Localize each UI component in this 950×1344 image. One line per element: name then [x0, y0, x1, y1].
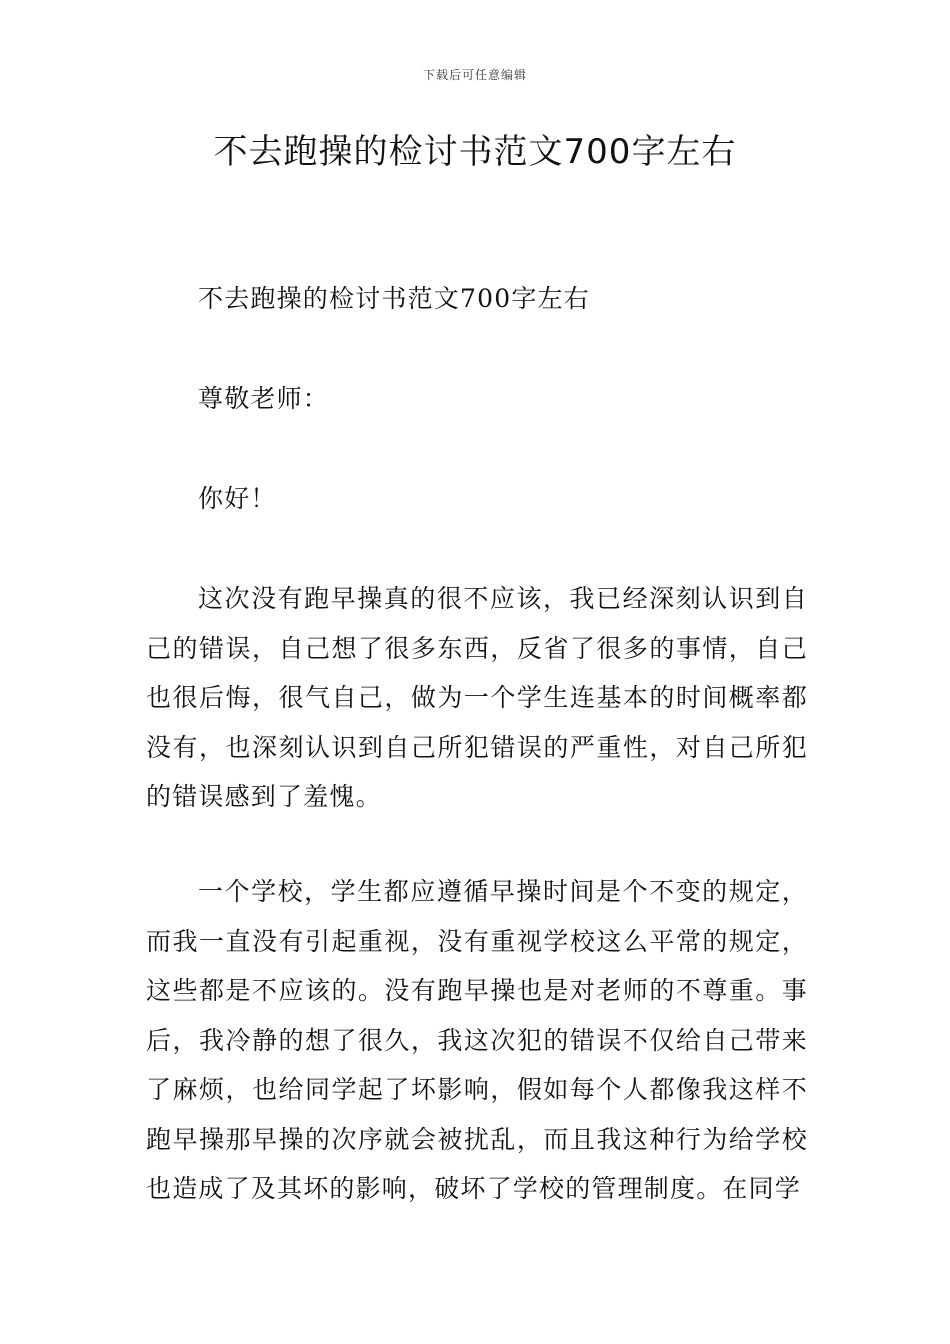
paragraph-subtitle: 不去跑操的检讨书范文700字左右	[198, 284, 590, 313]
paragraph-body-2: 一个学校，学生都应遵循早操时间是个不变的规定，而我一直没有引起重视，没有重视学校这么平常的规定，这些都是不应该的。没有跑早操也是对老师的不尊重。事后，我冷静的想了很久，我这次犯的错误不仅给自己带来了麻烦，也给同学起了坏影响，假如每个人都像我这样不跑早操那早操的次序就会被扰乱，而且我这种行为给学校也造成了及其坏的影响，破坏了学校的管理制度。在同学	[146, 877, 808, 1203]
document-title: 不去跑操的检讨书范文700字左右	[213, 132, 737, 172]
paragraph-salutation: 尊敬老师：	[198, 384, 330, 413]
header-note: 下载后可任意编辑	[422, 68, 527, 82]
paragraph-body-1: 这次没有跑早操真的很不应该，我已经深刻认识到自己的错误，自己想了很多东西，反省了很多的事情，自己也很后悔，很气自己，做为一个学生连基本的时间概率都没有，也深刻认识到自己所犯错误的严重性，对自己所犯的错误感到了羞愧。	[146, 584, 808, 811]
paragraph-greeting: 你好！	[198, 484, 277, 513]
